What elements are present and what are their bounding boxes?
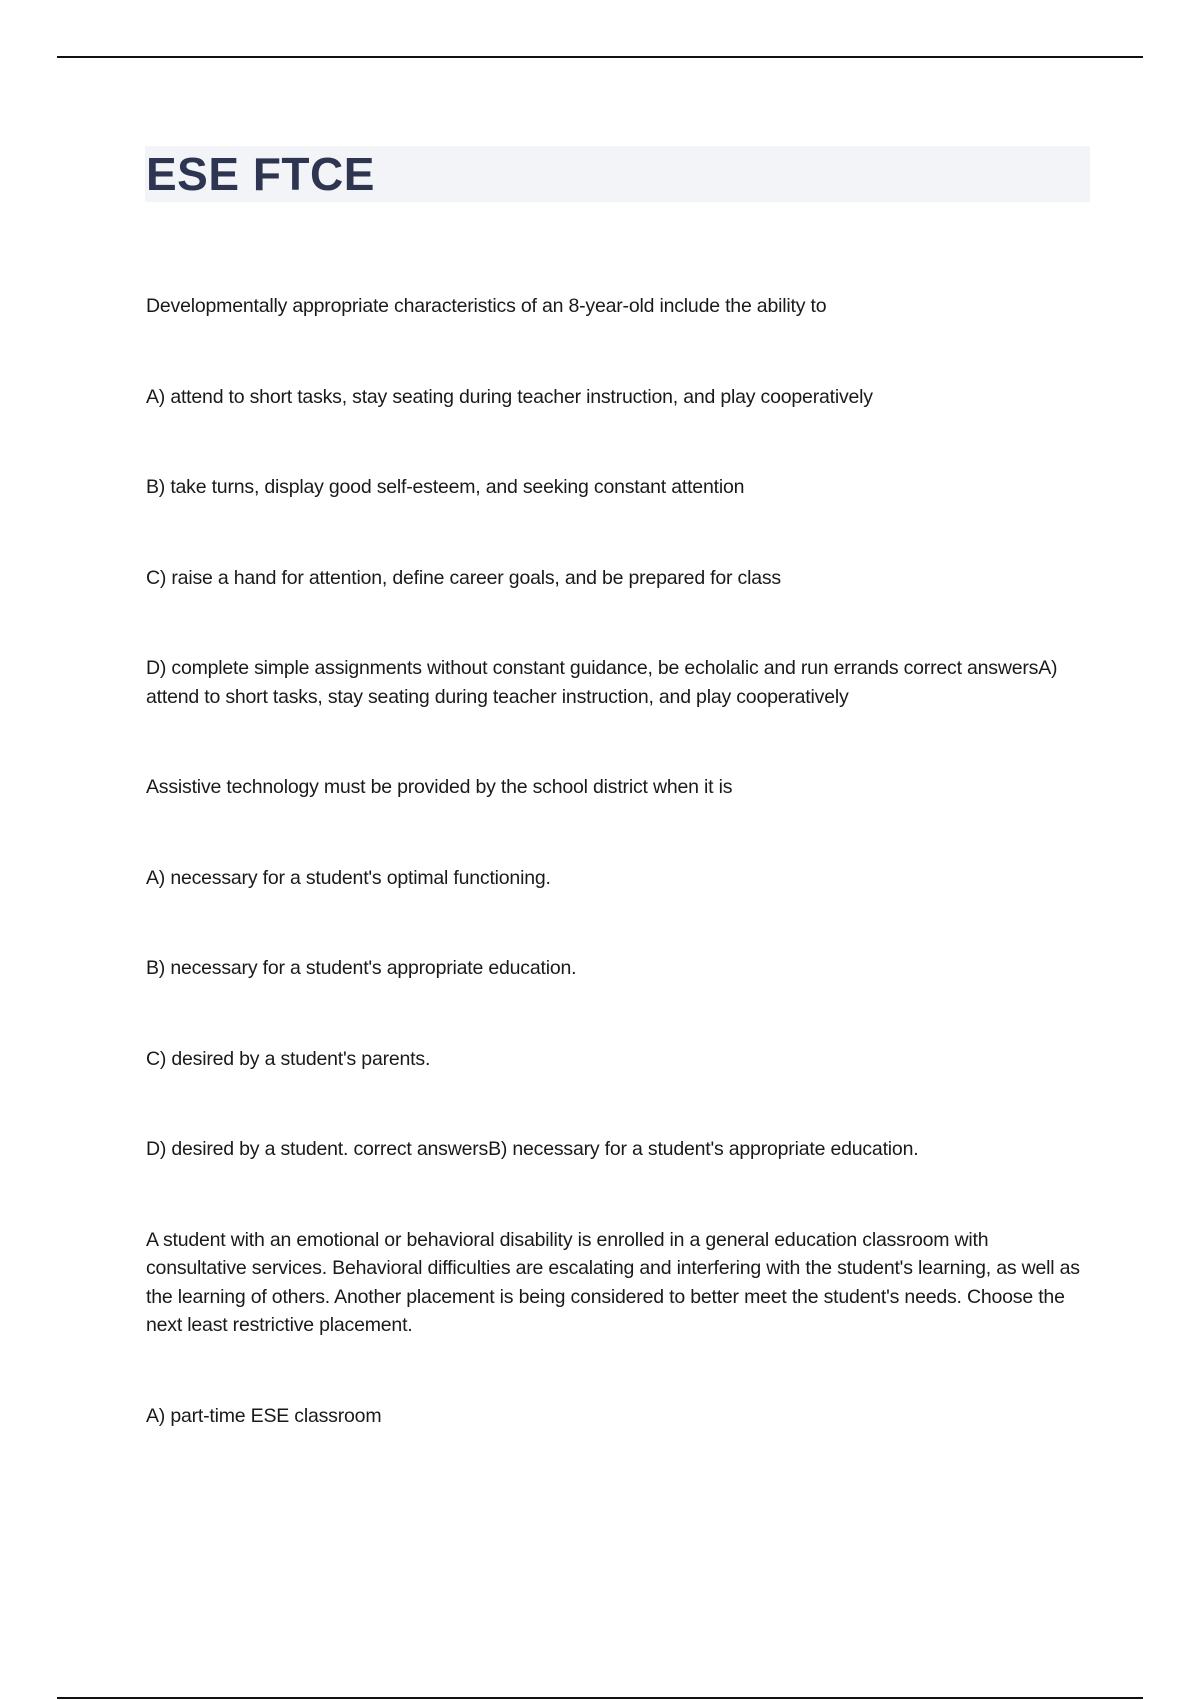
document-body — [146, 292, 1086, 1492]
question-3-option-a: A) part-time ESE classroom — [146, 1404, 382, 1427]
question-1-stem: Developmentally appropriate characteristics of an 8-year-old include the ability to — [146, 295, 827, 317]
question-2-stem: Assistive technology must be provided by the school district when it is — [146, 776, 733, 798]
question-3-stem: A student with an emotional or behavioral disability is enrolled in a general education classroom with consultative services. Behavioral difficulties are escalating and interfering with the student's learning, as well as the learning of others. Another placement is being considered to better meet the student's needs. Choose the next least restrictive placement. — [146, 1228, 1080, 1336]
question-1-option-a: A) attend to short tasks, stay seating during teacher instruction, and play cooperatively — [146, 385, 873, 408]
document-title: ESE FTCE — [146, 148, 375, 200]
question-2-option-b: B) necessary for a student's appropriate education. — [146, 957, 577, 979]
question-2-option-d-answer: D) desired by a student. correct answersB) necessary for a student's appropriate education. — [146, 1138, 919, 1160]
question-1-option-d-answer: D) complete simple assignments without constant guidance, be echolalic and run errands correct answersA) attend to short tasks, stay seating during teacher instruction, and play cooperatively — [146, 657, 1058, 708]
question-1-option-c: C) raise a hand for attention, define career goals, and be prepared for class — [146, 566, 781, 589]
header-rule — [57, 56, 1143, 58]
question-2-option-a: A) necessary for a student's optimal functioning. — [146, 866, 551, 889]
question-1-option-b: B) take turns, display good self-esteem, and seeking constant attention — [146, 476, 745, 498]
question-2-option-c: C) desired by a student's parents. — [146, 1047, 431, 1070]
footer-rule — [57, 1697, 1143, 1699]
